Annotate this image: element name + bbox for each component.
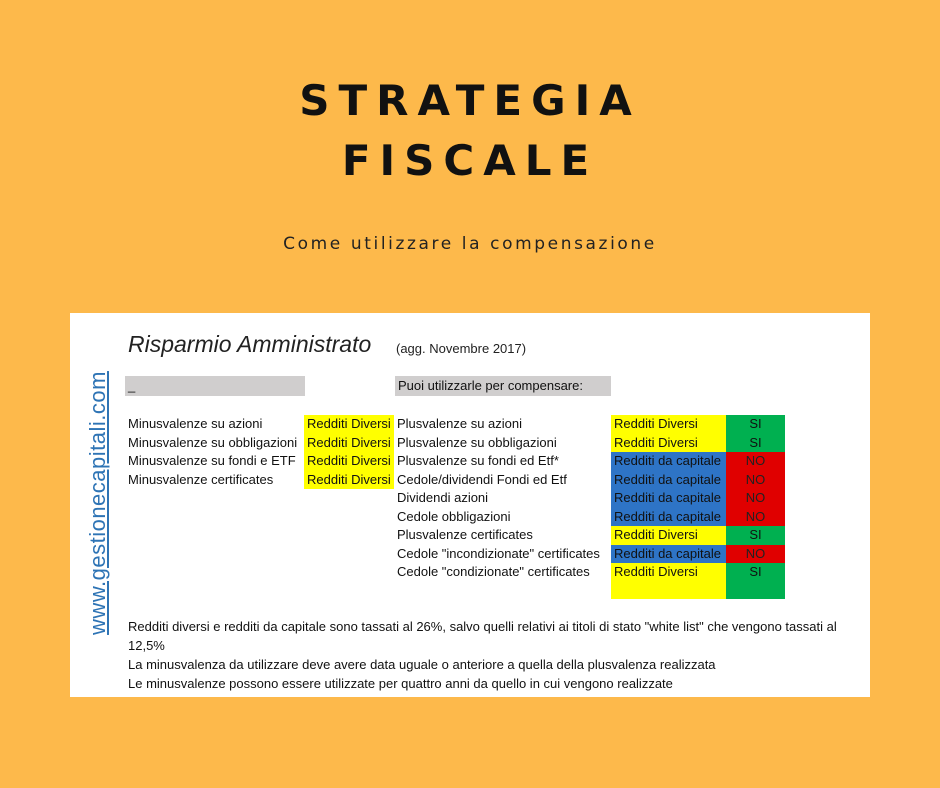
right-row-label: Plusvalenze su obbligazioni	[397, 434, 557, 450]
right-row-tag: Redditi da capitale	[611, 545, 726, 564]
answer-badge: SI	[726, 434, 785, 453]
tax-table-card	[70, 313, 870, 697]
left-row-label: Minusvalenze certificates	[128, 471, 274, 487]
left-row-tag: Redditi Diversi	[304, 434, 394, 453]
right-row-tag: Redditi Diversi	[611, 434, 726, 453]
left-header-bar: _	[125, 376, 305, 396]
right-row-label: Plusvalenze certificates	[397, 527, 533, 542]
right-header-bar: Puoi utilizzarle per compensare:	[395, 376, 611, 396]
answer-badge: NO	[726, 471, 785, 490]
note-line: La minusvalenza da utilizzare deve avere data uguale o anteriore a quella della plusvalenza realizzata	[128, 657, 716, 672]
note-line: Le minusvalenze possono essere utilizzate per quattro anni da quello in cui vengono realizzate	[128, 676, 673, 691]
left-row-label: Minusvalenze su fondi e ETF	[128, 453, 296, 468]
right-row-label: Plusvalenze su fondi ed Etf*	[397, 453, 559, 468]
title-line-1: STRATEGIA	[299, 76, 641, 125]
right-row-tag: Redditi Diversi	[611, 563, 726, 599]
document-date: (agg. Novembre 2017)	[396, 341, 527, 356]
answer-badge: NO	[726, 545, 785, 564]
answer-badge: SI	[726, 415, 785, 434]
right-row-label: Plusvalenze su azioni	[397, 416, 523, 431]
answer-badge: SI	[726, 526, 785, 545]
right-row-label: Dividendi azioni	[397, 490, 489, 505]
left-row-tag: Redditi Diversi	[304, 452, 394, 471]
right-row-tag: Redditi Diversi	[611, 415, 726, 434]
website-link[interactable]: www.gestionecapitali.com	[85, 371, 110, 635]
right-row-tag: Redditi da capitale	[611, 508, 726, 527]
notes-block	[128, 617, 870, 693]
right-row-tag: Redditi Diversi	[611, 526, 726, 545]
right-row-label: Cedole "incondizionate" certificates	[397, 545, 600, 561]
answer-badge: NO	[726, 508, 785, 527]
right-row-label: Cedole "condizionate" certificates	[397, 564, 590, 579]
answer-badge: SI	[726, 563, 785, 599]
title-line-2: FISCALE	[341, 136, 599, 185]
left-row-label: Minusvalenze su obbligazioni	[128, 434, 298, 450]
subtitle: Come utilizzare la compensazione	[283, 234, 657, 254]
right-row-tag: Redditi da capitale	[611, 471, 726, 490]
left-row-label: Minusvalenze su azioni	[128, 416, 263, 431]
answer-badge: NO	[726, 489, 785, 508]
note-line: Redditi diversi e redditi da capitale sono tassati al 26%, salvo quelli relativi ai titoli di stato "white list" che vengono tassati al 12,5%	[128, 619, 837, 653]
left-row-tag: Redditi Diversi	[304, 471, 394, 490]
right-row-tag: Redditi da capitale	[611, 489, 726, 508]
document-title: Risparmio Amministrato	[128, 331, 372, 357]
right-row-label: Cedole/dividendi Fondi ed Etf	[397, 471, 567, 487]
answer-badge: NO	[726, 452, 785, 471]
right-row-tag: Redditi da capitale	[611, 452, 726, 471]
right-row-label: Cedole obbligazioni	[397, 508, 511, 524]
left-row-tag: Redditi Diversi	[304, 415, 394, 434]
